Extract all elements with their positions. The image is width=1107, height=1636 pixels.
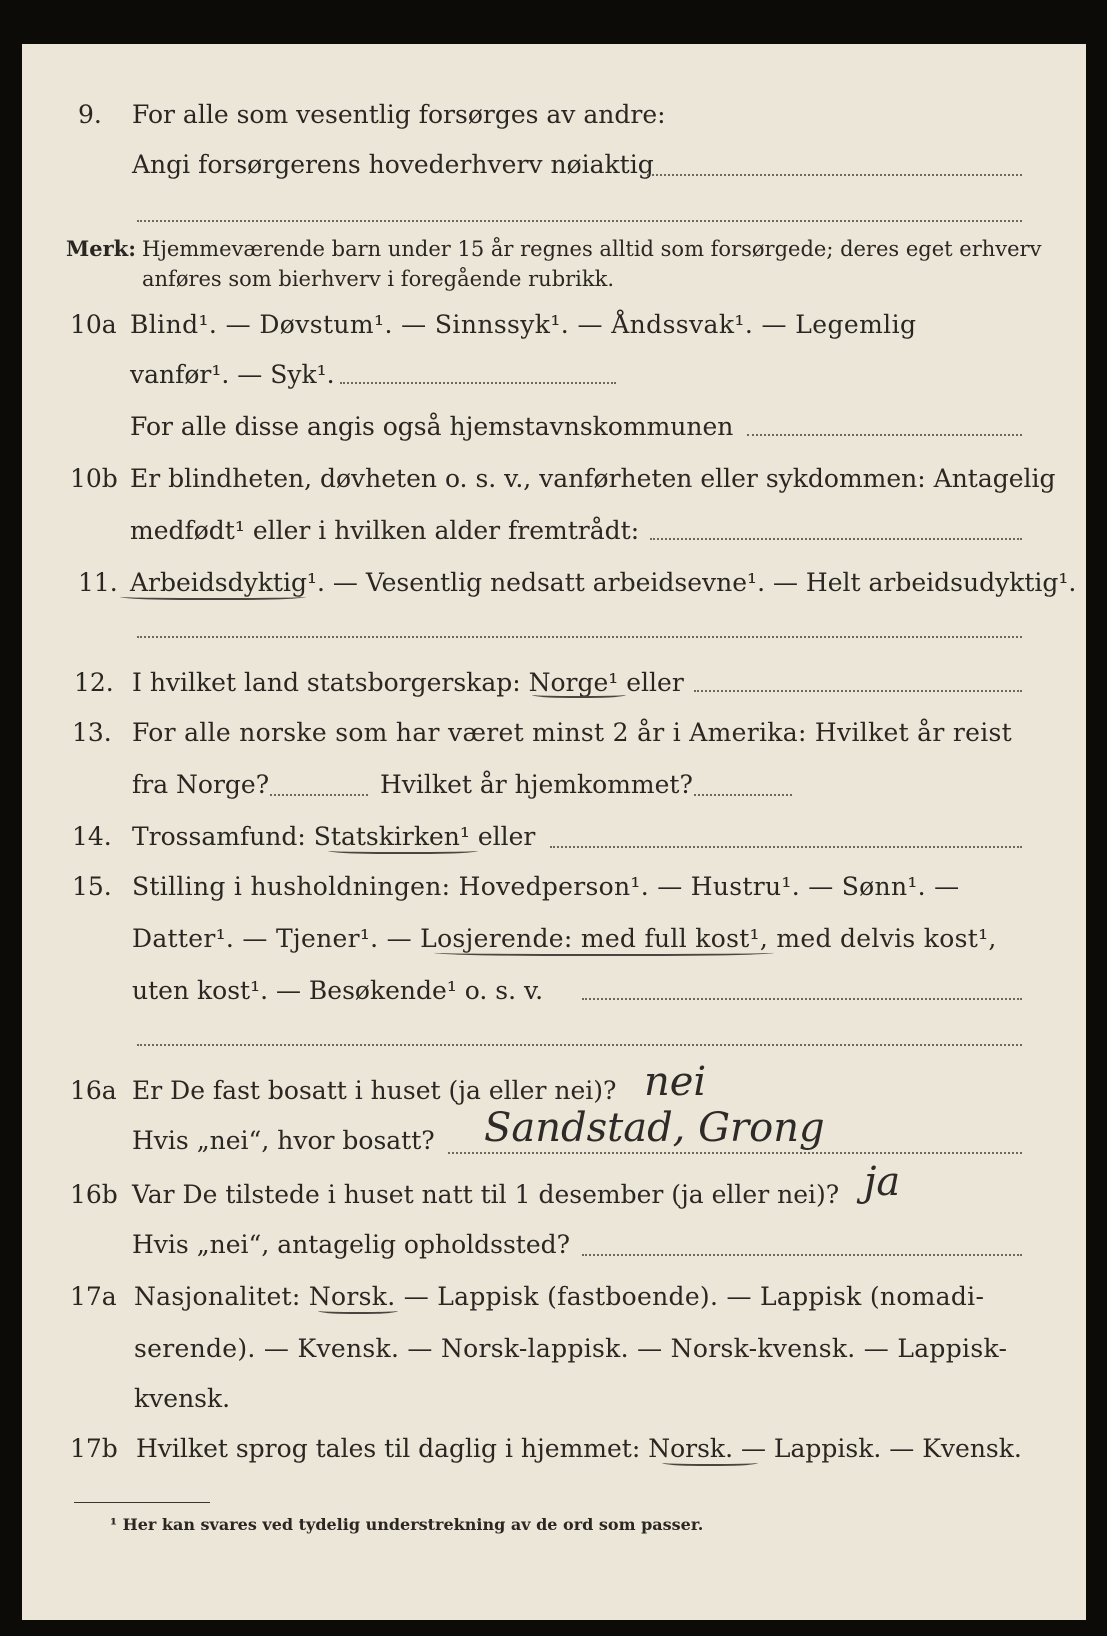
q16a-handwritten-answer: nei [644,1059,707,1105]
q10a-home-line[interactable] [747,434,1022,436]
q15-answer-line-2[interactable] [137,1044,1022,1046]
q9-number: 9. [78,100,102,129]
q9-answer-line-2[interactable] [137,220,1022,222]
q14-number: 14. [72,822,112,851]
q9-line1: For alle som vesentlig forsørges av andre: [132,100,666,129]
q12-number: 12. [74,668,114,697]
merk-line2: anføres som bierhverv i foregående rubrikk. [142,267,615,291]
q17b-handwritten-underline [662,1458,758,1466]
q9-line2: Angi forsørgerens hovederhverv nøiaktig [132,150,654,179]
q16a-number: 16a [70,1076,117,1105]
q10b-line1: Er blindheten, døvheten o. s. v., vanførheten eller sykdommen: Antagelig [130,464,1056,493]
q15-number: 15. [72,872,112,901]
merk-line1: Hjemmeværende barn under 15 år regnes alltid som forsørgede; deres eget erhverv [142,237,1042,261]
q11-number: 11. [78,568,118,597]
q16b-number: 16b [70,1180,118,1209]
q13-return-year-line[interactable] [694,794,792,796]
footnote-rule [74,1502,210,1503]
q10b-number: 10b [70,464,118,493]
q16a-answer-line[interactable] [448,1152,1022,1154]
q15-line3: uten kost¹. — Besøkende¹ o. s. v. [132,976,544,1005]
q13-left-year-line[interactable] [270,794,368,796]
q13-line2a: fra Norge? [132,770,270,799]
q13-line2b: Hvilket år hjemkommet? [380,770,693,799]
q16a-line2: Hvis „nei“, hvor bosatt? [132,1126,435,1155]
q16a-handwritten-residence: Sandstad, Grong [484,1105,825,1151]
q11-line1: Arbeidsdyktig¹. — Vesentlig nedsatt arbeidsevne¹. — Helt arbeidsudyktig¹. [130,568,1077,597]
q14-line1: Trossamfund: Statskirken¹ eller [132,822,536,851]
form-sheet [22,44,1086,1620]
q17a-handwritten-underline [318,1306,398,1314]
q10a-number: 10a [70,310,117,339]
q15-answer-line[interactable] [582,998,1022,1000]
q11-handwritten-underline [120,592,306,600]
q17a-number: 17a [70,1282,117,1311]
q16b-handwritten-answer: ja [864,1159,901,1205]
q14-handwritten-underline [328,846,478,854]
q9-answer-line[interactable] [647,174,1022,176]
q12-handwritten-underline [532,690,626,698]
q17a-line1: Nasjonalitet: Norsk. — Lappisk (fastboende). — Lappisk (nomadi- [134,1282,985,1311]
q15-line1: Stilling i husholdningen: Hovedperson¹. — Hustru¹. — Sønn¹. — [132,872,960,901]
q12-answer-line[interactable] [694,690,1022,692]
q17a-line3: kvensk. [134,1384,231,1413]
q14-answer-line[interactable] [550,846,1022,848]
q17a-line2: serende). — Kvensk. — Norsk-lappisk. — Norsk-kvensk. — Lappisk- [134,1334,1008,1363]
merk-label: Merk: [66,236,136,261]
q17b-number: 17b [70,1434,118,1463]
q17b-line1: Hvilket sprog tales til daglig i hjemmet: Norsk. — Lappisk. — Kvensk. [136,1434,1022,1463]
q15-line2: Datter¹. — Tjener¹. — Losjerende: med full kost¹, med delvis kost¹, [132,924,997,953]
q10b-line2: medfødt¹ eller i hvilken alder fremtrådt: [130,516,640,545]
q16b-line1: Var De tilstede i huset natt til 1 desember (ja eller nei)? [132,1180,840,1209]
q11-answer-line[interactable] [137,636,1022,638]
q16b-answer-line[interactable] [582,1254,1022,1256]
q16b-line2: Hvis „nei“, antagelig opholdssted? [132,1230,571,1259]
q10a-line2: vanfør¹. — Syk¹. [130,360,335,389]
q10b-answer-line[interactable] [650,538,1022,540]
q10a-line1: Blind¹. — Døvstum¹. — Sinnssyk¹. — Åndssvak¹. — Legemlig [130,310,917,339]
q10a-answer-line[interactable] [340,382,616,384]
q16a-line1: Er De fast bosatt i huset (ja eller nei)? [132,1076,617,1105]
footnote-text: ¹ Her kan svares ved tydelig understrekning av de ord som passer. [110,1515,704,1534]
q12-line1: I hvilket land statsborgerskap: Norge¹ eller [132,668,684,697]
q10a-line3: For alle disse angis også hjemstavnskommunen [130,412,734,441]
q15-handwritten-underline [434,948,774,956]
q13-line1: For alle norske som har været minst 2 år i Amerika: Hvilket år reist [132,718,1013,747]
q13-number: 13. [72,718,112,747]
